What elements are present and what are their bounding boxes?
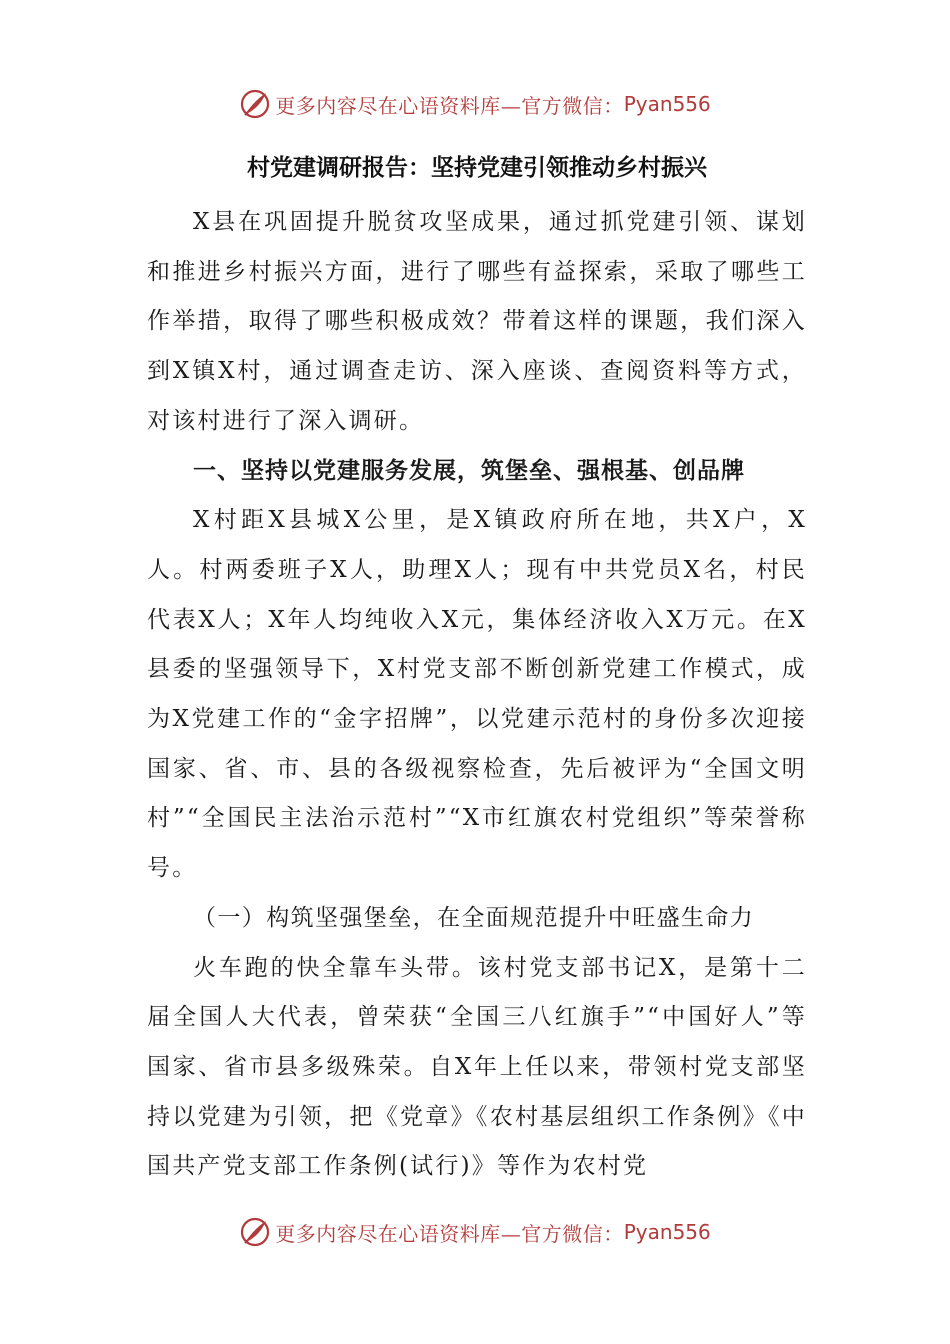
watermark-footer: [0, 1212, 950, 1252]
subsection-heading-1: （一）构筑坚强堡垒，在全面规范提升中旺盛生命力: [193, 904, 755, 931]
watermark-text: 更多内容尽在心语资料库—官方微信：: [275, 93, 624, 118]
watermark-wechat-id: Pyan556: [623, 92, 711, 116]
watermark-header: [0, 84, 950, 124]
intro-paragraph: X县在巩固提升脱贫攻坚成果，通过抓党建引领、谋划和推进乡村振兴方面，进行了哪些有益探索，采取了哪些工作举措，取得了哪些积极成效？带着这样的课题，我们深入到X镇X村，通过调查走访、深入座谈、查阅资料等方式，对该村进行了深入调研。: [147, 209, 807, 434]
subsection-1-paragraph: 火车跑的快全靠车头带。该村党支部书记X，是第十二届全国人大代表，曾荣获“全国三八红旗手”“中国好人”等国家、省市县多级殊荣。自X年上任以来，带领村党支部坚持以党建为引领，把《党章》《农村基层组织工作条例》《中国共产党支部工作条例(试行)》等作为农村党: [147, 954, 807, 1180]
document-body: [147, 146, 807, 1192]
quill-logo-icon: [239, 88, 271, 120]
document-title: 村党建调研报告：坚持党建引领推动乡村振兴: [247, 155, 707, 181]
section-heading-1: 一、坚持以党建服务发展，筑堡垒、强根基、创品牌: [193, 457, 745, 484]
watermark-wechat-id: Pyan556: [623, 1220, 711, 1244]
section-1-paragraph: X村距X县城X公里，是X镇政府所在地，共X户，X人。村两委班子X人，助理X人；现有中共党员X名，村民代表X人；X年人均纯收入X元，集体经济收入X万元。在X县委的坚强领导下，X村党支部不断创新党建工作模式，成为X党建工作的“金字招牌”，以党建示范村的身份多次迎接国家、省、市、县的各级视察检查，先后被评为“全国文明村”“全国民主法治示范村”“X市红旗农村党组织”等荣誉称号。: [147, 507, 807, 882]
watermark-text: 更多内容尽在心语资料库—官方微信：: [275, 1221, 624, 1246]
quill-logo-icon: [239, 1216, 271, 1248]
